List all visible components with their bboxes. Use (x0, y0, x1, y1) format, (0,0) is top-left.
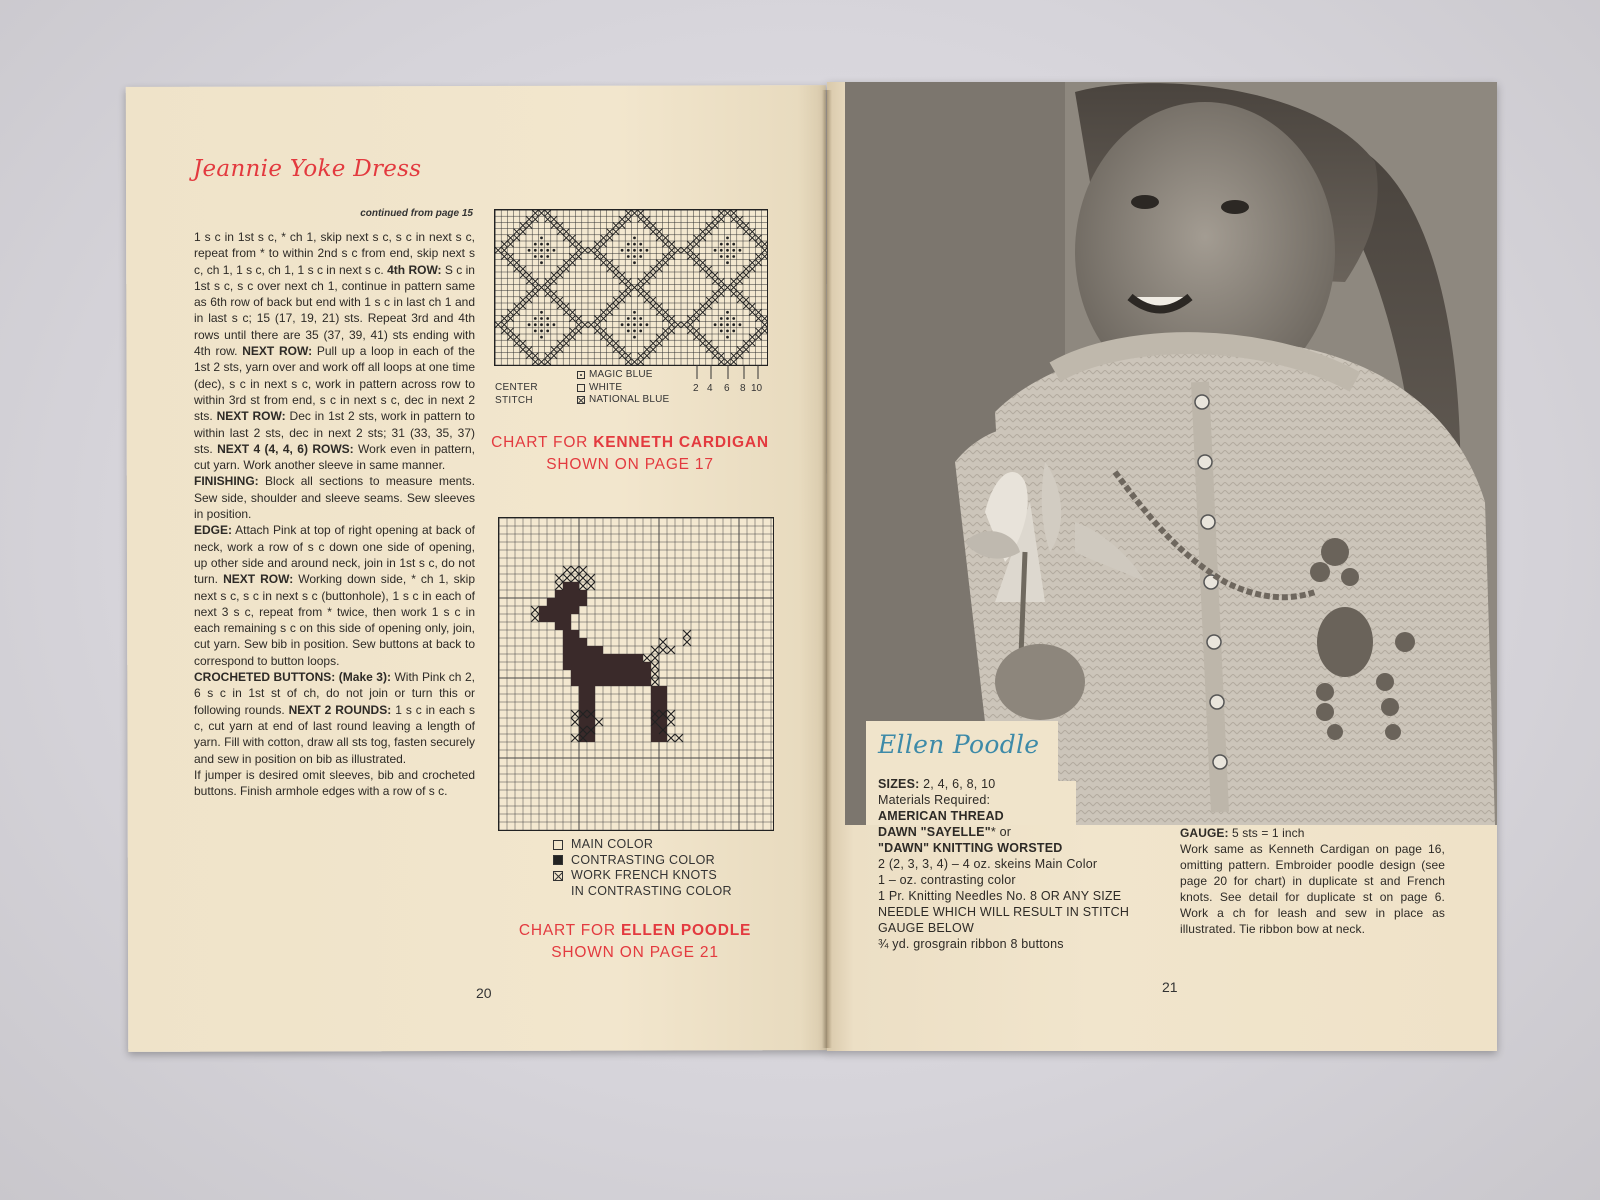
page-title: Jeannie Yoke Dress (193, 156, 422, 182)
gauge-instructions: GAUGE: 5 sts = 1 inch Work same as Kenneth Cardigan on page 16, omitting pattern. Embroider poodle design (see page 20 for chart) in duplicate st and French knots. See detail for duplicate st on page 6. Work a ch for leash and sew in place as illustrated. Tie ribbon bow at neck. (1180, 826, 1445, 936)
materials-text: 2 (2, 3, 3, 4) – 4 oz. skeins Main Color (878, 857, 1098, 871)
continued-note: continued from page 15 (360, 208, 473, 219)
page-number-right: 21 (1162, 979, 1178, 995)
materials-line (878, 792, 1178, 808)
stitch-count-ticks (693, 371, 773, 399)
main-color-swatch-icon (553, 840, 563, 850)
materials-line (878, 776, 1178, 792)
materials-text: 2, 4, 6, 8, 10 (919, 777, 996, 791)
materials-line (878, 888, 1178, 904)
materials-heading: SIZES: (878, 777, 920, 791)
poodle-chart-caption: CHART FOR ELLEN POODLE SHOWN ON PAGE 21 (518, 922, 752, 961)
materials-text: Materials Required: (878, 793, 991, 807)
materials-text: 1 Pr. Knitting Needles No. 8 OR ANY SIZE (878, 889, 1122, 903)
instruction-text: Attach Pink at top of right opening at back of neck, work a row of s c down one side of opening, up other side and around neck, join in 1st s c, do not turn. (194, 523, 475, 587)
instruction-heading: NEXT 2 ROUNDS: (288, 702, 392, 717)
national-blue-swatch-icon (577, 396, 585, 404)
instruction-text: 1 s c in each s c, cut yarn at end of last round leaving a length of yarn. Fill with cotton, draw all sts tog, fasten securely and sew in position on bib as illustrated. (194, 702, 476, 766)
ellen-poodle-chart (498, 517, 774, 831)
materials-text: ¾ yd. grosgrain ribbon 8 buttons (878, 937, 1064, 951)
materials-line (878, 872, 1178, 888)
materials-heading: "DAWN" KNITTING WORSTED (878, 841, 1063, 855)
materials-line (878, 824, 1178, 840)
materials-text: NEEDLE WHICH WILL RESULT IN STITCH (878, 905, 1130, 919)
instruction-heading: NEXT ROW: (216, 409, 286, 424)
instruction-heading: 4th ROW: (387, 262, 442, 277)
instruction-heading: CROCHETED BUTTONS: (Make 3): (194, 670, 391, 685)
instruction-paragraph (194, 229, 475, 473)
pattern-instructions (194, 229, 475, 799)
chart2-legend: MAIN COLOR CONTRASTING COLOR WORK FRENCH KNOTS IN CONTRASTING COLOR (553, 837, 732, 899)
instruction-text: Block all sections to measure ments. Sew side, shoulder and sleeve seams. Sew sleeves in position. (194, 474, 475, 522)
instruction-heading: NEXT ROW: (242, 344, 313, 359)
tick-label: 8 (740, 383, 746, 394)
instruction-heading: NEXT 4 (4, 4, 6) ROWS: (217, 441, 354, 456)
tick-label: 4 (707, 383, 713, 394)
instruction-heading: FINISHING: (194, 474, 259, 489)
instruction-text: Working down side, * ch 1, skip next s c, s c in next s c (buttonhole), 1 s c in each of next 3 s c, repeat from * twice, then work 1 s c in each remaining s c on this side of opening only, join, cut yarn. Sew bib in position. Sew buttons at back to correspond to button loops. (194, 572, 475, 668)
tick-label: 6 (724, 383, 730, 394)
materials-line (878, 936, 1178, 952)
materials-line (878, 920, 1178, 936)
materials-heading: DAWN "SAYELLE" (878, 825, 991, 839)
instruction-paragraph (194, 669, 475, 767)
instruction-text: Dec in 1st 2 sts, work in pattern to within last 2 sts, dec in next 2 sts; 31 (33, 35, 37) sts. (194, 409, 475, 456)
instruction-paragraph (194, 767, 475, 800)
center-stitch-label: CENTER STITCH (495, 382, 538, 406)
instruction-text: With Pink ch 2, 6 s c in 1st st of ch, do not join or turn this or following rounds. (194, 670, 475, 717)
tick-label: 2 (693, 383, 699, 394)
materials-text: * or (990, 825, 1012, 839)
contrasting-color-swatch-icon (553, 855, 563, 865)
materials-heading: AMERICAN THREAD (878, 809, 1004, 823)
materials-line (878, 840, 1178, 856)
instruction-text: If jumper is desired omit sleeves, bib and crocheted buttons. Finish armhole edges with a row of s c. (194, 767, 475, 799)
instruction-paragraph (194, 522, 475, 669)
instruction-text: Pull up a loop in each of the 1st 2 sts, yarn over and work off all loops at one time (dec), s c in next s c, work in pattern across row to within 3rd st from end, s c in next s c, dec in next 2 sts. (194, 344, 475, 424)
child-in-poodle-cardigan-photo (845, 82, 1497, 825)
instruction-text: Work even in pattern, cut yarn. Work another sleeve in same manner. (194, 441, 476, 473)
white-swatch-icon (577, 384, 585, 392)
kenneth-chart-caption: CHART FOR KENNETH CARDIGAN SHOWN ON PAGE 17 (491, 434, 769, 473)
instruction-text: S c in 1st s c, s c over next ch 1, continue in pattern same as 6th row of back but end with 1 s c in last ch 1 and in last s c; 15 (17, 19, 21) sts. Repeat 3rd and 4th rows until there are 35 (37, 39, 41) sts ending with 4th row. (194, 262, 475, 359)
instruction-heading: EDGE: (194, 523, 233, 538)
materials-line (878, 808, 1178, 824)
materials-text: 1 – oz. contrasting color (878, 873, 1016, 887)
materials-text: GAUGE BELOW (878, 921, 974, 935)
french-knot-swatch-icon (553, 871, 563, 881)
tick-label: 10 (751, 383, 763, 394)
kenneth-cardigan-chart (494, 209, 768, 366)
materials-line (878, 904, 1178, 920)
page-number-left: 20 (476, 985, 492, 1001)
chart1-legend: MAGIC BLUE WHITE NATIONAL BLUE (577, 369, 669, 407)
materials-line (878, 856, 1178, 872)
instruction-heading: NEXT ROW: (223, 572, 294, 587)
magic-blue-swatch-icon (577, 371, 585, 379)
poodle-title: Ellen Poodle (878, 730, 1040, 759)
instruction-text: 1 s c in 1st s c, * ch 1, skip next s c, s c in next s c, repeat from * to within 2nd s c from end, skip next s c, ch 1, 1 s c, ch 1, 1 s c in next s c. (194, 230, 475, 277)
booklet-spine (822, 90, 832, 1048)
instruction-paragraph (194, 473, 475, 522)
materials-list (878, 776, 1178, 952)
